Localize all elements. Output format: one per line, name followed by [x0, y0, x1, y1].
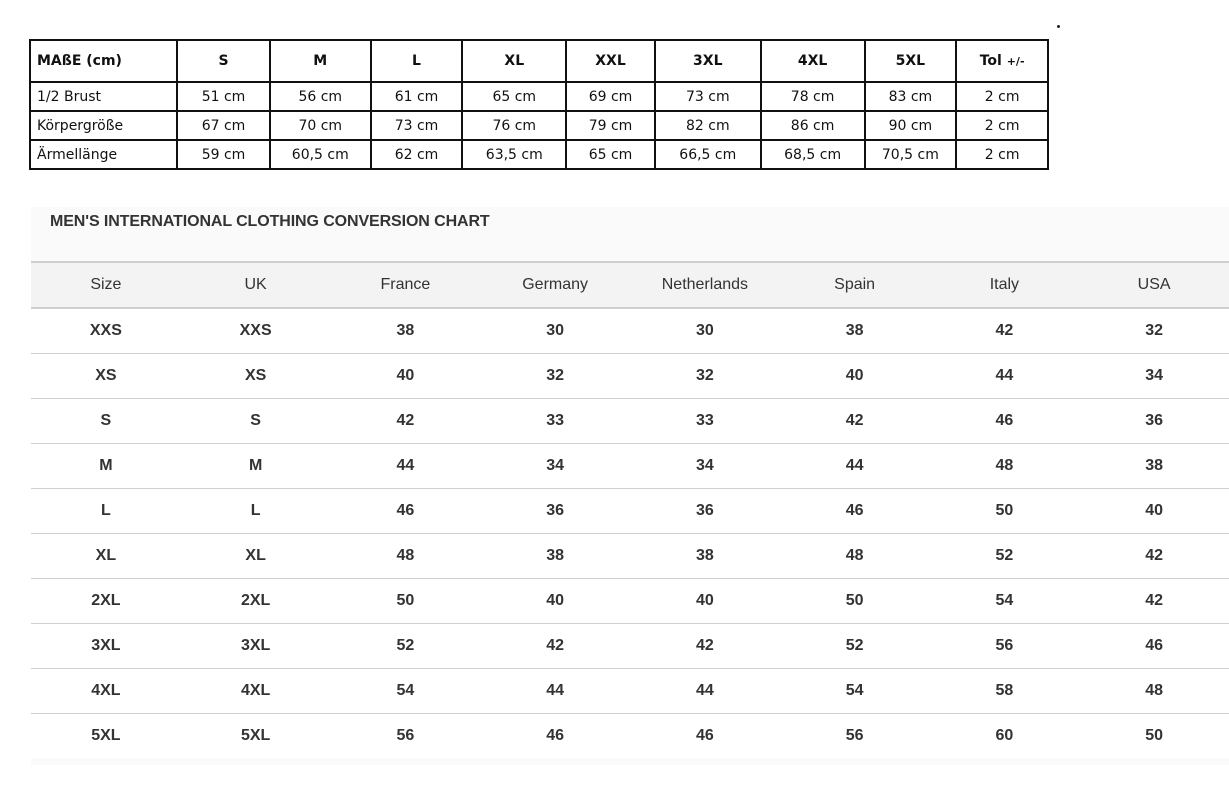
- conversion-chart-table: [31, 261, 1229, 758]
- conversion-cell: 48: [930, 444, 1080, 489]
- conversion-cell: 42: [331, 399, 481, 444]
- size-table-cell: 61 cm: [371, 82, 463, 111]
- conversion-cell: 42: [930, 308, 1080, 354]
- conversion-cell: XL: [31, 534, 181, 579]
- conversion-cell: S: [31, 399, 181, 444]
- conversion-row: [31, 624, 1229, 669]
- conversion-cell: 40: [331, 354, 481, 399]
- size-table-row-label: Ärmellänge: [30, 140, 177, 169]
- conversion-cell: 44: [930, 354, 1080, 399]
- size-table-cell: 82 cm: [655, 111, 761, 140]
- conversion-cell: 44: [630, 669, 780, 714]
- size-table-header-row: [30, 40, 1048, 82]
- conversion-cell: 56: [780, 714, 930, 759]
- conversion-cell: 58: [930, 669, 1080, 714]
- size-table-row-label: 1/2 Brust: [30, 82, 177, 111]
- size-table-cell: 67 cm: [177, 111, 270, 140]
- conversion-cell: 3XL: [31, 624, 181, 669]
- size-table-header: L: [371, 40, 463, 82]
- conversion-cell: 46: [1079, 624, 1229, 669]
- conversion-cell: 40: [630, 579, 780, 624]
- conversion-row: [31, 669, 1229, 714]
- size-table-row: [30, 82, 1048, 111]
- conversion-cell: 36: [480, 489, 630, 534]
- conversion-cell: S: [181, 399, 331, 444]
- conversion-cell: 54: [780, 669, 930, 714]
- conversion-row: [31, 444, 1229, 489]
- conversion-cell: 38: [1079, 444, 1229, 489]
- conversion-cell: 50: [930, 489, 1080, 534]
- conversion-cell: 32: [1079, 308, 1229, 354]
- conversion-cell: 4XL: [31, 669, 181, 714]
- conversion-cell: 36: [630, 489, 780, 534]
- size-table-cell: 56 cm: [270, 82, 371, 111]
- conversion-cell: 38: [630, 534, 780, 579]
- size-table-header: XXL: [566, 40, 655, 82]
- conversion-cell: 36: [1079, 399, 1229, 444]
- conversion-cell: 34: [1079, 354, 1229, 399]
- conversion-cell: 52: [780, 624, 930, 669]
- conversion-cell: 2XL: [181, 579, 331, 624]
- conversion-header: France: [331, 262, 481, 308]
- conversion-cell: 42: [480, 624, 630, 669]
- size-table-header: 3XL: [655, 40, 761, 82]
- conversion-cell: M: [181, 444, 331, 489]
- conversion-cell: 54: [930, 579, 1080, 624]
- tol-suffix: +/-: [1006, 55, 1025, 68]
- conversion-cell: 50: [1079, 714, 1229, 759]
- conversion-cell: L: [31, 489, 181, 534]
- conversion-cell: 52: [331, 624, 481, 669]
- size-table-cell: 79 cm: [566, 111, 655, 140]
- conversion-cell: 33: [630, 399, 780, 444]
- conversion-cell: 44: [780, 444, 930, 489]
- conversion-cell: 46: [331, 489, 481, 534]
- conversion-header-row: [31, 262, 1229, 308]
- size-table-row: [30, 111, 1048, 140]
- conversion-cell: 42: [1079, 579, 1229, 624]
- size-table-cell: 2 cm: [956, 140, 1048, 169]
- conversion-row: [31, 534, 1229, 579]
- conversion-cell: 38: [480, 534, 630, 579]
- conversion-cell: 48: [780, 534, 930, 579]
- conversion-cell: 30: [630, 308, 780, 354]
- conversion-cell: 42: [780, 399, 930, 444]
- conversion-cell: 54: [331, 669, 481, 714]
- size-table-header-tolerance: [956, 40, 1048, 82]
- size-table-row-label: Körpergröße: [30, 111, 177, 140]
- conversion-cell: 44: [480, 669, 630, 714]
- size-table-cell: 76 cm: [462, 111, 566, 140]
- conversion-cell: 56: [331, 714, 481, 759]
- size-table-cell: 69 cm: [566, 82, 655, 111]
- conversion-header: Germany: [480, 262, 630, 308]
- size-table-cell: 60,5 cm: [270, 140, 371, 169]
- conversion-cell: XS: [181, 354, 331, 399]
- conversion-row: [31, 308, 1229, 354]
- size-table-header: XL: [462, 40, 566, 82]
- conversion-cell: 5XL: [181, 714, 331, 759]
- conversion-cell: 50: [780, 579, 930, 624]
- size-table-cell: 78 cm: [761, 82, 865, 111]
- conversion-header: Spain: [780, 262, 930, 308]
- conversion-cell: 56: [930, 624, 1080, 669]
- conversion-header: UK: [181, 262, 331, 308]
- size-table-cell: 86 cm: [761, 111, 865, 140]
- size-table-cell: 73 cm: [371, 111, 463, 140]
- conversion-cell: XL: [181, 534, 331, 579]
- size-table-cell: 68,5 cm: [761, 140, 865, 169]
- size-table-header: MAßE (cm): [30, 40, 177, 82]
- size-table-cell: 73 cm: [655, 82, 761, 111]
- size-table-cell: 62 cm: [371, 140, 463, 169]
- conversion-chart-title: MEN'S INTERNATIONAL CLOTHING CONVERSION CHART: [50, 213, 490, 230]
- size-table-cell: 51 cm: [177, 82, 270, 111]
- conversion-header: Size: [31, 262, 181, 308]
- conversion-cell: 48: [331, 534, 481, 579]
- conversion-cell: 42: [630, 624, 780, 669]
- conversion-cell: 2XL: [31, 579, 181, 624]
- conversion-cell: M: [31, 444, 181, 489]
- conversion-cell: 34: [480, 444, 630, 489]
- conversion-cell: XS: [31, 354, 181, 399]
- conversion-cell: 38: [780, 308, 930, 354]
- conversion-cell: 33: [480, 399, 630, 444]
- size-table-cell: 2 cm: [956, 82, 1048, 111]
- conversion-header: USA: [1079, 262, 1229, 308]
- conversion-cell: 32: [480, 354, 630, 399]
- conversion-cell: 3XL: [181, 624, 331, 669]
- size-table-cell: 63,5 cm: [462, 140, 566, 169]
- conversion-cell: 50: [331, 579, 481, 624]
- conversion-header: Italy: [930, 262, 1080, 308]
- conversion-row: [31, 399, 1229, 444]
- size-table-cell: 70,5 cm: [865, 140, 957, 169]
- size-measurement-table: [29, 39, 1049, 170]
- conversion-cell: 44: [331, 444, 481, 489]
- conversion-cell: 46: [780, 489, 930, 534]
- tol-label: Tol: [979, 53, 1002, 69]
- conversion-cell: 52: [930, 534, 1080, 579]
- size-table-cell: 2 cm: [956, 111, 1048, 140]
- conversion-cell: 32: [630, 354, 780, 399]
- size-table-row: [30, 140, 1048, 169]
- conversion-cell: XXS: [31, 308, 181, 354]
- conversion-row: [31, 714, 1229, 759]
- conversion-cell: 30: [480, 308, 630, 354]
- conversion-row: [31, 489, 1229, 534]
- size-table-cell: 65 cm: [566, 140, 655, 169]
- conversion-row: [31, 579, 1229, 624]
- size-table-header: M: [270, 40, 371, 82]
- conversion-header: Netherlands: [630, 262, 780, 308]
- conversion-cell: 40: [1079, 489, 1229, 534]
- conversion-cell: 42: [1079, 534, 1229, 579]
- size-table-header: 4XL: [761, 40, 865, 82]
- size-table-cell: 66,5 cm: [655, 140, 761, 169]
- size-table-header: 5XL: [865, 40, 957, 82]
- size-table-header: S: [177, 40, 270, 82]
- conversion-cell: 4XL: [181, 669, 331, 714]
- conversion-row: [31, 354, 1229, 399]
- conversion-cell: 46: [930, 399, 1080, 444]
- size-table-cell: 70 cm: [270, 111, 371, 140]
- stray-dot: [1057, 25, 1060, 28]
- conversion-cell: 60: [930, 714, 1080, 759]
- conversion-cell: 34: [630, 444, 780, 489]
- conversion-cell: 38: [331, 308, 481, 354]
- conversion-cell: L: [181, 489, 331, 534]
- size-table-cell: 59 cm: [177, 140, 270, 169]
- conversion-cell: 48: [1079, 669, 1229, 714]
- conversion-cell: 46: [480, 714, 630, 759]
- conversion-cell: 40: [780, 354, 930, 399]
- conversion-cell: XXS: [181, 308, 331, 354]
- conversion-cell: 46: [630, 714, 780, 759]
- conversion-cell: 40: [480, 579, 630, 624]
- size-table-cell: 83 cm: [865, 82, 957, 111]
- conversion-cell: 5XL: [31, 714, 181, 759]
- size-table-cell: 65 cm: [462, 82, 566, 111]
- size-table-cell: 90 cm: [865, 111, 957, 140]
